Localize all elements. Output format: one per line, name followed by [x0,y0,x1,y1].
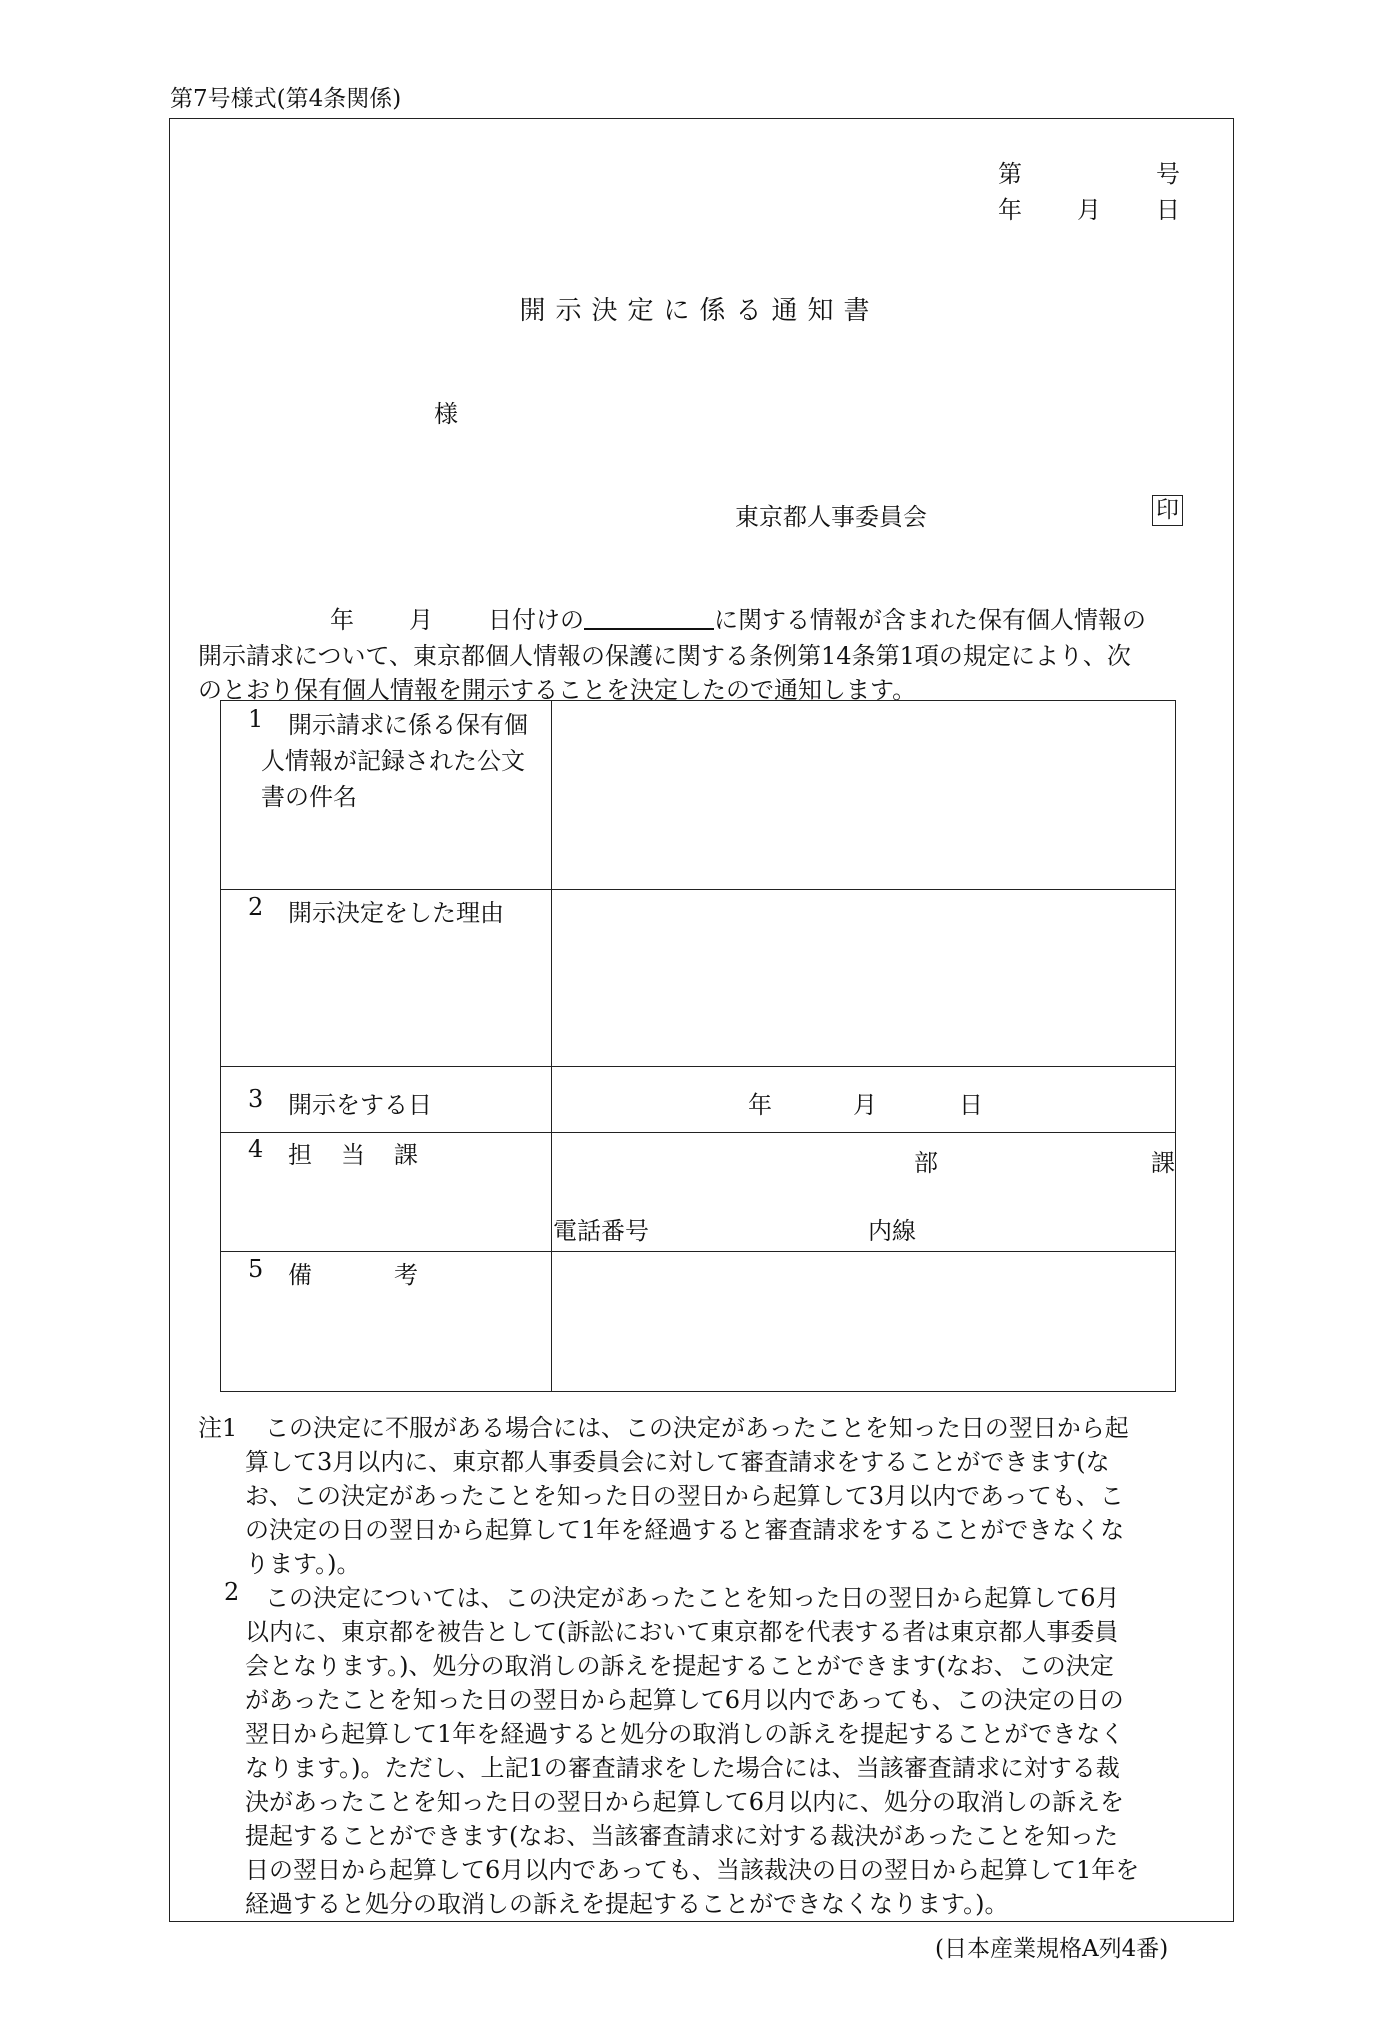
row5-label-a: 備 [288,1261,312,1289]
document-title: 開示決定に係る通知書 [519,296,880,326]
note2-prefix: 2 [224,1578,240,1606]
row4-number: 4 [248,1135,264,1163]
paper-size-note: (日本産業規格A列4番) [935,1936,1169,1962]
row1-label-line1: 開示請求に係る保有個 [288,711,528,739]
row4-section: 課 [1151,1149,1175,1177]
number-prefix: 第 [998,160,1022,188]
note1-line: 算して3月以内に、東京都人事委員会に対して審査請求をすることができます(な [245,1448,1110,1476]
row4-phone-label: 電話番号 [553,1217,649,1245]
note2-line: 以内に、東京都を被告として(訴訟において東京都を代表する者は東京都人事委員 [245,1618,1119,1646]
row1-label-line3: 書の件名 [261,783,357,811]
note2-line: 提起することができます(なお、当該審査請求に対する裁決があったことを知った [245,1822,1119,1850]
decision-table [220,700,1176,1392]
note2-line: この決定については、この決定があったことを知った日の翌日から起算して6月 [265,1584,1120,1612]
row3-label: 開示をする日 [288,1091,432,1119]
row-divider [221,1132,1175,1133]
note2-line: 翌日から起算して1年を経過すると処分の取消しの訴えを提起することができなく [245,1720,1125,1748]
row4-department: 部 [914,1149,938,1177]
note1-prefix: 注1 [198,1414,238,1442]
body-year: 年 [330,606,354,634]
row4-label-c: 課 [394,1141,418,1169]
row4-label-b: 当 [341,1141,365,1169]
note2-line: 経過すると処分の取消しの訴えを提起することができなくなります。)。 [245,1890,1009,1918]
note2-line: 決があったことを知った日の翌日から起算して6月以内に、処分の取消しの訴えを [245,1788,1125,1816]
form-number-label: 第7号様式(第4条関係) [170,86,402,112]
date-month: 月 [1077,196,1101,224]
date-year: 年 [998,196,1022,224]
number-suffix: 号 [1156,160,1180,188]
seal-mark: 印 [1152,495,1183,526]
note1-line: お、この決定があったことを知った日の翌日から起算して3月以内であっても、こ [245,1482,1124,1510]
note2-line: 日の翌日から起算して6月以内であっても、当該裁決の日の翌日から起算して1年を [245,1856,1140,1884]
row-divider [221,1251,1175,1252]
body-day-prefix: 日付けの [488,606,584,634]
row1-number: 1 [248,705,264,733]
row4-extension-label: 内線 [868,1217,916,1245]
note2-line: なります。)。ただし、上記1の審査請求をした場合には、当該審査請求に対する裁 [245,1754,1120,1782]
row3-month: 月 [853,1091,877,1119]
row-divider [221,889,1175,890]
subject-blank [584,606,714,630]
row5-number: 5 [248,1255,264,1283]
addressee-suffix: 様 [434,400,458,428]
note2-line: があったことを知った日の翌日から起算して6月以内であっても、この決定の日の [245,1686,1124,1714]
table-column-divider [551,701,552,1391]
note1-line: ります。)。 [245,1550,361,1578]
row3-day: 日 [959,1091,983,1119]
body-line1-rest: に関する情報が含まれた保有個人情報の [714,606,1146,634]
row4-label-a: 担 [288,1141,312,1169]
body-line2: 開示請求について、東京都個人情報の保護に関する条例第14条第1項の規定により、次 [198,642,1131,670]
note1-line: この決定に不服がある場合には、この決定があったことを知った日の翌日から起 [265,1414,1129,1442]
row3-number: 3 [248,1085,264,1113]
row-divider [221,1066,1175,1067]
note1-line: の決定の日の翌日から起算して1年を経過すると審査請求をすることができなくな [245,1516,1125,1544]
date-day: 日 [1156,196,1180,224]
row3-year: 年 [748,1091,772,1119]
body-month: 月 [409,606,433,634]
row2-label: 開示決定をした理由 [288,899,504,927]
row2-number: 2 [248,893,264,921]
row5-label-b: 考 [394,1261,418,1289]
note2-line: 会となります。)、処分の取消しの訴えを提起することができます(なお、この決定 [245,1652,1114,1680]
body-line3: のとおり保有個人情報を開示することを決定したので通知します。 [198,676,917,704]
body-line1 [488,600,1146,635]
issuer-name: 東京都人事委員会 [735,503,927,531]
row1-label-line2: 人情報が記録された公文 [261,747,525,775]
